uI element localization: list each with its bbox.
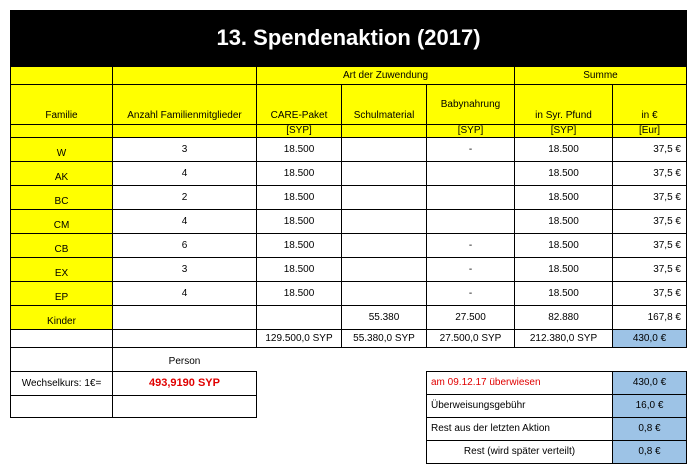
cell-schul	[341, 257, 427, 282]
header-care: CARE-Paket	[256, 84, 342, 125]
sheet-title: 13. Spendenaktion (2017)	[10, 10, 687, 66]
cell-schul	[341, 185, 427, 210]
header-anzahl-top	[112, 66, 257, 85]
header-eur: in €	[612, 84, 687, 125]
cell-schul	[341, 233, 427, 258]
person-left-cell	[10, 347, 113, 372]
cell-familie: W	[10, 137, 113, 162]
cell-syr: 18.500	[514, 161, 613, 186]
cell-baby: -	[426, 137, 515, 162]
total-familie	[10, 329, 113, 348]
cell-anzahl: 4	[112, 209, 257, 234]
cell-syr: 18.500	[514, 209, 613, 234]
summary-rest-later-value: 0,8 €	[612, 440, 687, 464]
unit-baby: [SYP]	[426, 124, 515, 138]
cell-syr: 18.500	[514, 257, 613, 282]
cell-familie: CM	[10, 209, 113, 234]
total-anzahl	[112, 329, 257, 348]
cell-anzahl	[112, 305, 257, 330]
cell-syr: 82.880	[514, 305, 613, 330]
summary-rest-last-value: 0,8 €	[612, 417, 687, 441]
cell-baby	[426, 209, 515, 234]
header-anzahl: Anzahl Familienmitglieder	[112, 84, 257, 125]
cell-baby: 27.500	[426, 305, 515, 330]
total-care: 129.500,0 SYP	[256, 329, 342, 348]
cell-baby: -	[426, 257, 515, 282]
cell-syr: 18.500	[514, 185, 613, 210]
cell-eur: 37,5 €	[612, 233, 687, 258]
cell-care: 18.500	[256, 209, 342, 234]
exchange-blank-left	[10, 395, 113, 418]
unit-care: [SYP]	[256, 124, 342, 138]
cell-syr: 18.500	[514, 281, 613, 306]
cell-syr: 18.500	[514, 137, 613, 162]
summary-rest-later-label: Rest (wird später verteilt)	[426, 440, 613, 464]
cell-eur: 37,5 €	[612, 161, 687, 186]
cell-schul	[341, 209, 427, 234]
unit-eur: [Eur]	[612, 124, 687, 138]
cell-eur: 167,8 €	[612, 305, 687, 330]
cell-anzahl: 3	[112, 257, 257, 282]
header-summe: Summe	[514, 66, 687, 85]
summary-rest-last-label: Rest aus der letzten Aktion	[426, 417, 613, 441]
cell-familie: CB	[10, 233, 113, 258]
cell-eur: 37,5 €	[612, 185, 687, 210]
header-familie-top	[10, 66, 113, 85]
cell-anzahl: 4	[112, 281, 257, 306]
cell-eur: 37,5 €	[612, 281, 687, 306]
cell-eur: 37,5 €	[612, 137, 687, 162]
header-schul: Schulmaterial	[341, 84, 427, 125]
summary-fee-value: 16,0 €	[612, 394, 687, 418]
unit-familie	[10, 124, 113, 138]
exchange-blank-right	[112, 395, 257, 418]
cell-baby	[426, 161, 515, 186]
person-label: Person	[168, 356, 201, 367]
cell-schul: 55.380	[341, 305, 427, 330]
cell-schul	[341, 137, 427, 162]
cell-anzahl: 2	[112, 185, 257, 210]
cell-care: 18.500	[256, 185, 342, 210]
cell-familie: AK	[10, 161, 113, 186]
unit-anzahl	[112, 124, 257, 138]
cell-anzahl: 4	[112, 161, 257, 186]
summary-fee-label: Überweisungsgebühr	[426, 394, 613, 418]
cell-care: 18.500	[256, 281, 342, 306]
cell-anzahl: 6	[112, 233, 257, 258]
cell-syr: 18.500	[514, 233, 613, 258]
total-schul: 55.380,0 SYP	[341, 329, 427, 348]
cell-care: 18.500	[256, 257, 342, 282]
cell-baby: -	[426, 233, 515, 258]
cell-baby	[426, 185, 515, 210]
unit-schul	[341, 124, 427, 138]
summary-transferred-label: am 09.12.17 überwiesen	[426, 371, 613, 395]
cell-eur: 37,5 €	[612, 209, 687, 234]
header-baby: Babynahrung	[426, 84, 515, 125]
cell-schul	[341, 281, 427, 306]
cell-care: 18.500	[256, 161, 342, 186]
cell-familie: EP	[10, 281, 113, 306]
cell-familie: Kinder	[10, 305, 113, 330]
total-syr: 212.380,0 SYP	[514, 329, 613, 348]
header-art-der-zuwendung: Art der Zuwendung	[256, 66, 515, 85]
exchange-label: Wechselkurs: 1€=	[10, 371, 113, 396]
cell-familie: EX	[10, 257, 113, 282]
cell-care: 18.500	[256, 137, 342, 162]
header-familie: Familie	[10, 84, 113, 125]
cell-anzahl: 3	[112, 137, 257, 162]
summary-transferred-value: 430,0 €	[612, 371, 687, 395]
unit-syr: [SYP]	[514, 124, 613, 138]
cell-baby: -	[426, 281, 515, 306]
cell-familie: BC	[10, 185, 113, 210]
total-eur: 430,0 €	[612, 329, 687, 348]
cell-care	[256, 305, 342, 330]
exchange-value: 493,9190 SYP	[112, 371, 257, 396]
cell-eur: 37,5 €	[612, 257, 687, 282]
cell-care: 18.500	[256, 233, 342, 258]
total-baby: 27.500,0 SYP	[426, 329, 515, 348]
header-syr: in Syr. Pfund	[514, 84, 613, 125]
cell-schul	[341, 161, 427, 186]
